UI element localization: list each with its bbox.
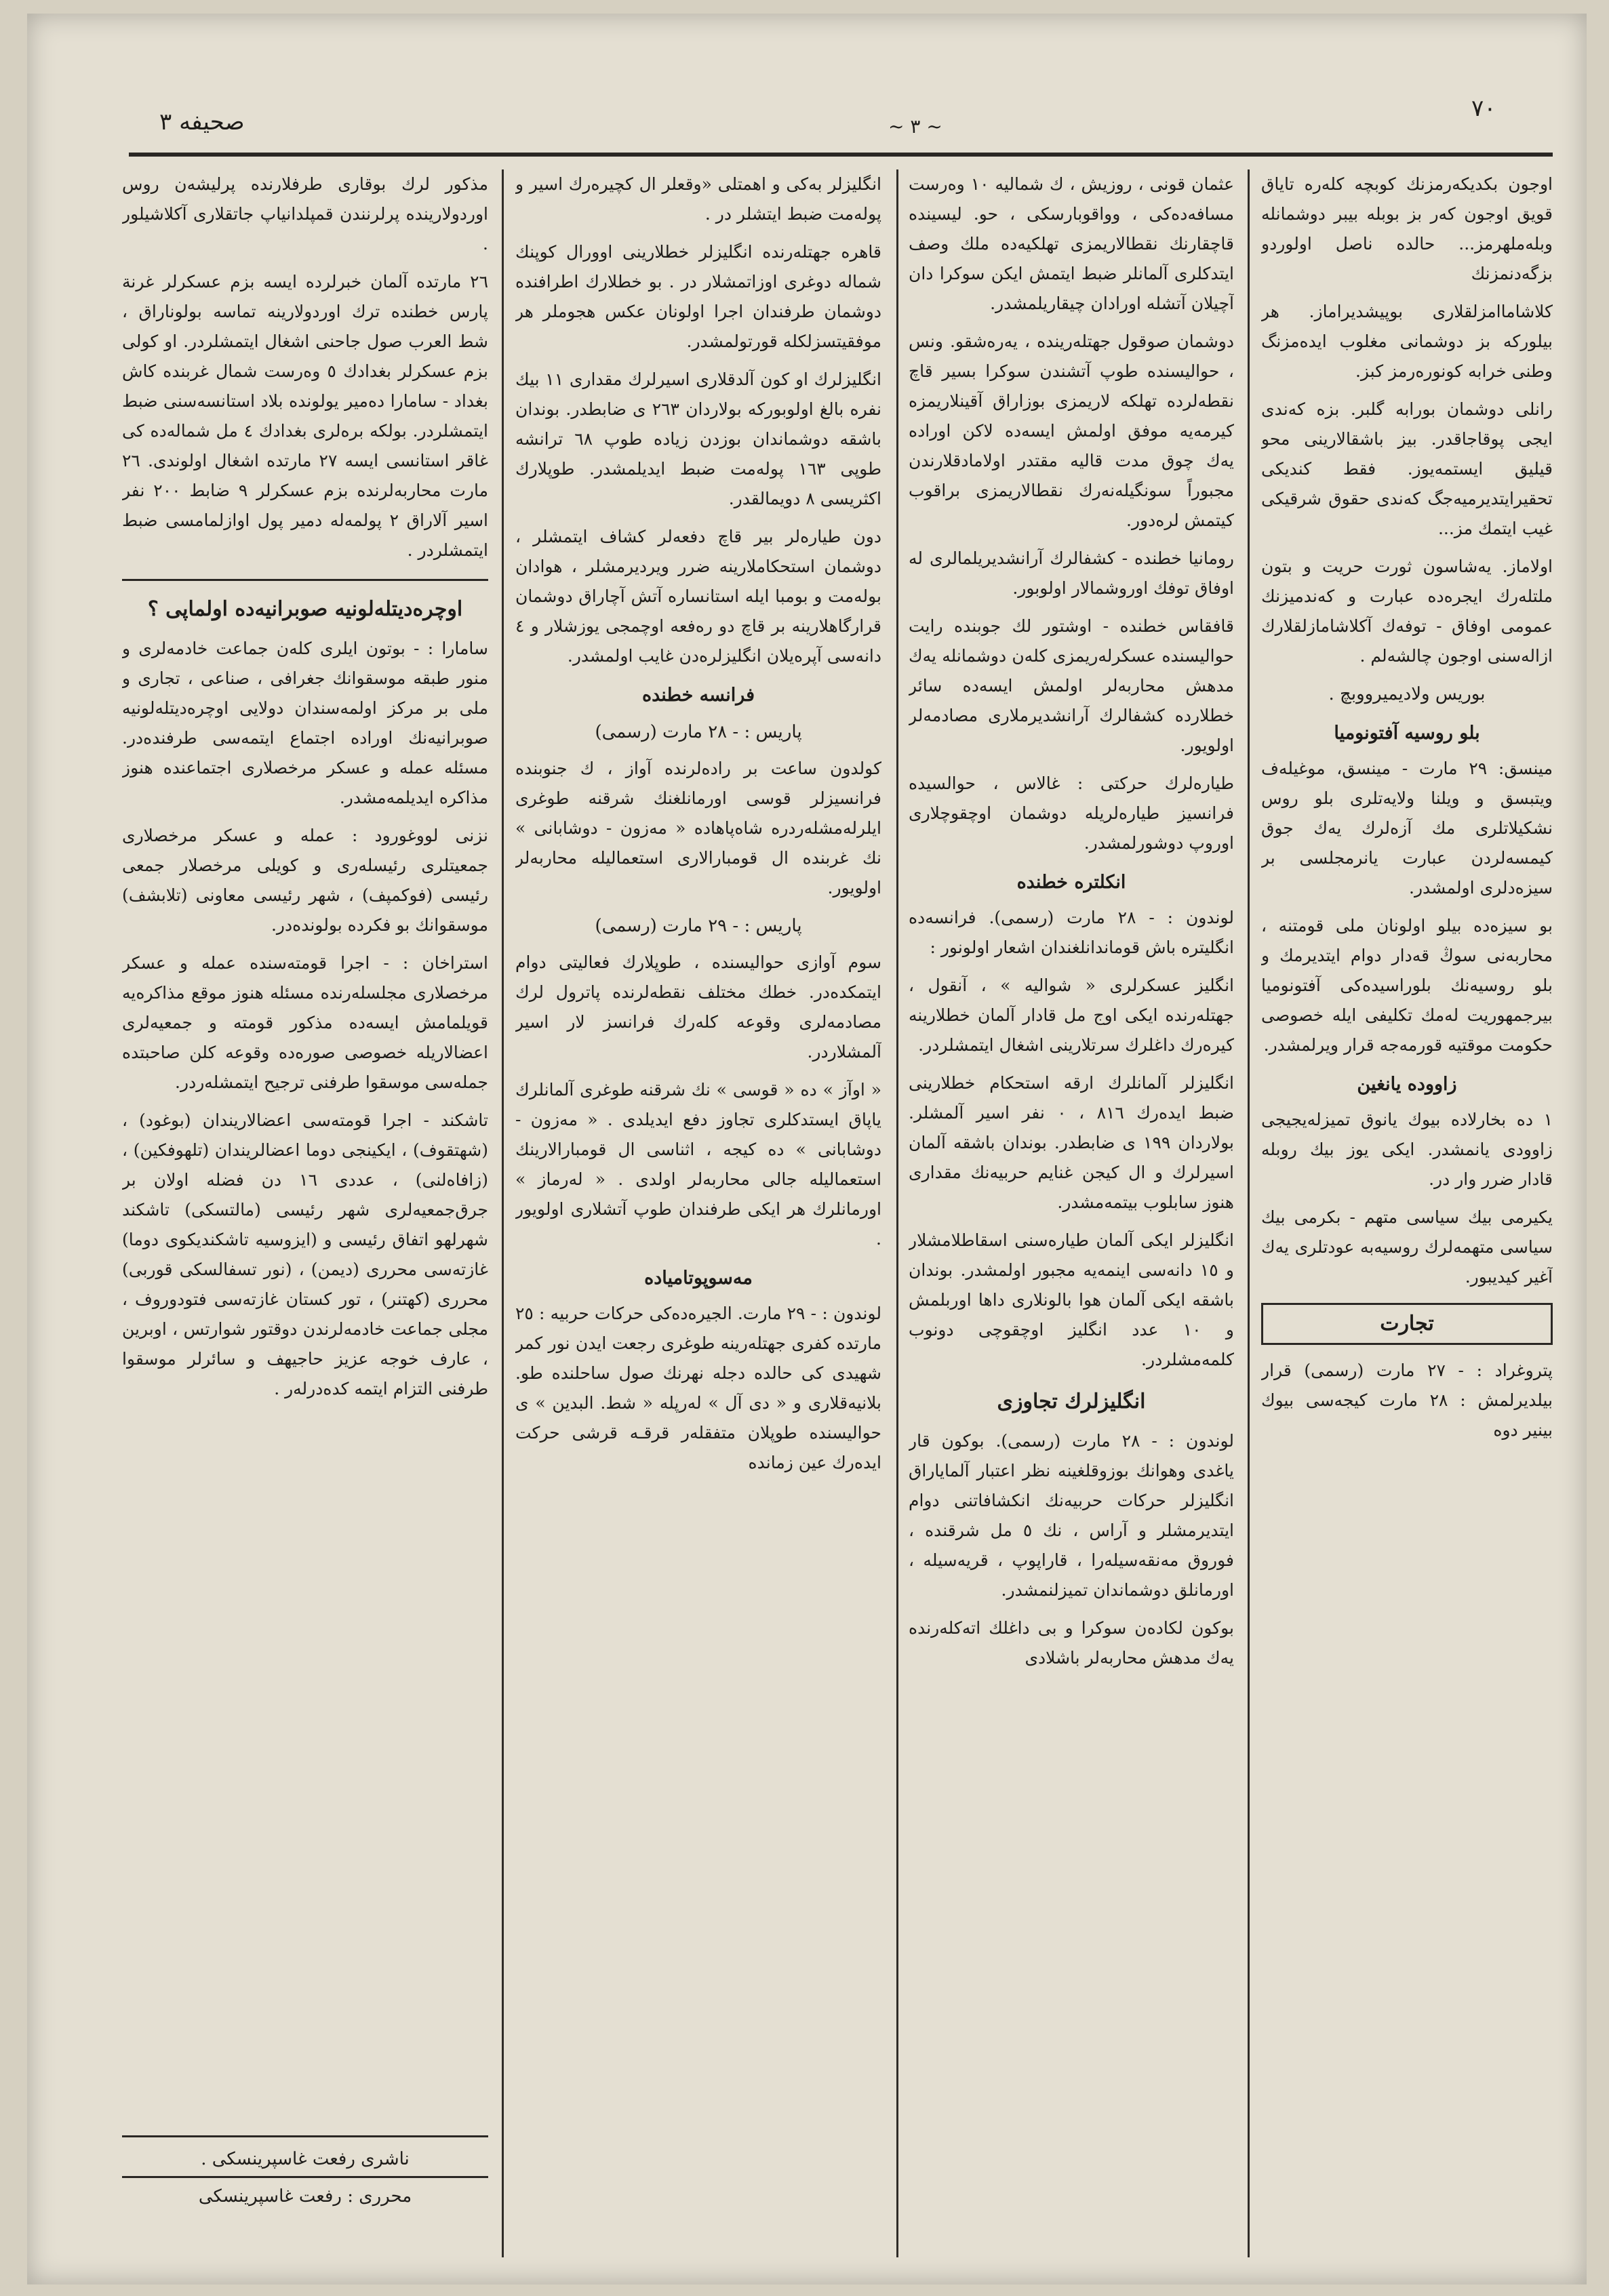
paragraph: دوشمان صوقول جهتله‌رينده ، يه‌ره‌شقو. ونس ، حواليسنده طوپ آتشندن سوكرا بسير قاچ نقطه‌لرده تهلكه لاريمزى بوزاراق آقينلاريمزه كيرمه‌يه موفق اولمش ايسه‌ده لاكن اوراده يه‌ك چوق مدت قاليه مقتدر اولامادقلارندن مجبوراً سونگيله‌نه‌رك نقطالاريمزى براقوب كيتمش لره‌دور. [909,331,1234,530]
paragraph: مذكور لرك بوقارى طرفلارنده پرليشه‌ن روس اوردولارينده پرلرنندن قمپلدانياپ جاتقلارى آكلاشيلور . [122,174,488,254]
column-divider [896,169,898,2257]
trade-heading: تجارت [1380,1312,1434,1335]
column-4 [122,169,488,2108]
trade-heading-box [1261,1303,1553,1345]
paragraph: انگليز عسكرلرى « شواليه » ، آنقول ، جهتله‌رنده ايكى اوج مل قادار آلمان خطلارينه كيره‌رك داغلرك سرتلارينى اشغال ايتمشلردر. [909,975,1234,1055]
paragraph: لوندون : - ٢٨ مارت (رسمى). بوكون قار ياغدى وهوانك بوزوقلغينه نظر اعتبار آلماياراق انگليزلر حركات حربيه‌نك انكشافاتنى دوام ايتديرمشلر و آراس ، نك ٥ مل شرقنده ، فوروق مه‌نقه‌سيله‌را ، قاراپوپ ، قريه‌سيله ، اورمانلق دوشماندان تميزلنمشدر. [909,1431,1234,1600]
paragraph: طياره‌لرك حركتى : غالاس ، حوالسيده فرانسيز طياره‌لريله دوشمان اوچقوچلارى اوروپ دوشورلمشدر. [909,773,1234,853]
page-label: صحيفه ٣ [159,108,245,136]
section-heading: بلو روسيه آفتونوميا [1334,723,1480,744]
paragraph: كولدون ساعت بر راده‌لرنده آواز ، ك جنوبنده فرانسيزلر قوسى اورمانلغنك شرقنه طوغرى ايلرله‌مشله‌ردره شاه‌پاهاده « مه‌زون - دوشابانى » نك غربنده ال قومبارالارى استعماليله محاربه‌لر اولويور. [515,759,881,898]
paragraph: نزنى لووغورود : عمله و عسكر مرخصلارى جمعيتلرى رئيسله‌رى و كويلى مرخصلار جمعى رئيسى (فوكمپف) ، شهر رئيسى معاونى (تلابشف) موسقوانك بو فكرده بولونده‌در. [122,826,488,935]
paragraph: قاهره جهتله‌رنده انگليزلر خطلارينى اوورال كوپنك شماله دوغرى اوزاتمشلار در . بو خطلارك اطرافنده دوشمان طرفندان اجرا اولونان عكس هجوملر هر موفقيتسزلكله قورتولمشدر. [515,242,881,351]
section-heading: زاووده يانغين [1357,1074,1457,1095]
section-heading: فرانسه خطنده [641,685,755,706]
section-heading: مه‌سوپوتاميا‌ده [644,1268,753,1289]
dateline: پاريس : - ٢٨ مارت (رسمى) [595,722,802,742]
article-title: اوچره‌ديتله‌لونيه صوبرانيه‌ده اولماپى ؟ [147,597,463,621]
byline: بوريس ولاديميرووبچ . [1328,684,1486,704]
publisher-line: ناشرى رفعت غاسپرينسكى . [201,2149,410,2169]
paragraph: اوجون بكديكه‌رمزنك كوبچه كله‌ره تاياق قويق اوجون كه‌ر بز بوبله بيبر دوشمانله وبله‌ملهرمز... حالده ناصل اولوردو بزگه‌دنمزنك [1261,174,1553,283]
paragraph: سامارا : - بوتون ايلرى كله‌ن جماعت خادمه‌لرى و منور طبقه موسقوانك جغرافى ، صناعى ، تجارى و ملى بر مركز اولمه‌سندان دولايى اوچره‌ديتله‌لونيه صوبرانيه‌نك اوراده اجتماع ايتمه‌سى طرفنده‌در. مسئله عمله و عسكر مرخصلارى اجتماعنده هنوز مذاكره ايديلمه‌مشدر. [122,639,488,807]
paragraph: دون طياره‌لر بير قاچ دفعه‌لر كشاف ايتمشلر ، دوشمان استحكاملارينه ضرر ويرديرمشلر ، هوادان بوله‌مت و بومبا ايله استانساره آتش آچاراق دوشمان قرارگاهلارينه بر قاچ دو ره‌فعه اوچمجى يوزشلار و ٤ دانه‌سى آپره‌يلان انگليزلره‌دن غايب اولمشدر. [515,527,881,666]
paragraph: « اوآز » ده « قوسى » نك شرقنه طوغرى آلمانلرك ياپاق ايستدكلرى تجاوز دفع ايديلدى . « مه‌زون - دوشابانى » ده كيجه ، اثناسى ال قومبارالارينك استعماليله جالى محاربه‌لر اولدى . « له‌رماز » اورمانلرك هر ايكى طرفندان طوپ آتشلارى اولويور . [515,1080,881,1249]
paragraph: مينسق: ٢٩ مارت - مينسق، موغيله‌ف ويتبسق و ويلنا ولايه‌تلرى بلو روس نشكيلاتلرى مك آزه‌لرك يه‌ك جوق كيمسه‌لردن عبارت يانرمجلسى بر سيزه‌دلرى اولمشدر. [1261,759,1553,898]
imprint-rule [122,2135,488,2137]
paragraph: انگليزلر آلمانلرك ارقه استحكام خطلارينى ضبط ايده‌رك ٨١٦ ، ٠ نفر اسير آلمشلر. بولاردان ١٩٩ ى ضابطدر. بوندان باشقه آلمان اسيرلرك و ال كيجن غنايم حربيه‌نك مقدارى هنوز سابلوب بيتمه‌مشدر. [909,1073,1234,1212]
paragraph: پتروغراد : - ٢٧ مارت (رسمى) قرار بيلديرلمش : ٢٨ مارت كيجه‌سى بيوك بينير دوه [1261,1361,1553,1440]
paragraph: رانلى دوشمان بورابه گلبر. بزه كه‌ندى ايجى پوقاجاقدر. بيز باشقالارينى محو قيليق ايستمه‌يوز. فقط كنديكى تحقيرايتديرميه‌جگ كه‌ندى حقوق شرقيكى غيب ايتمك مز... [1261,399,1553,538]
column-3 [515,169,881,2284]
paragraph: انگليزلرك او كون آلدقلارى اسيرلرك مقدارى ١١ بيك نفره بالغ اولوبوركه بولاردان ٢٦٣ ى ضابطدر. بوندان باشقه دوشماندان بوزدن زياده طوپ ٦٨ ترانشه طوپى ١٦٣ پوله‌مت ضبط ايديلمشدر. طوپلارك اكثريسى ٨ دويمالقدر. [515,369,881,508]
paragraph: سوم آوازى حواليسنده ، طوپلارك فعاليتى دوام ايتمكده‌در. خطك مختلف نقطه‌لرنده پاترول لرك مصادمه‌لرى وقوعه كله‌رك فرانسز لار اسير آلمشلاردر. [515,952,881,1062]
paragraph: انگليزلر به‌كى و اهمتلى «وقعلر ال كچيره‌رك اسير و پوله‌مت ضبط ايتشلر در . [515,174,881,224]
editor-line: محررى : رفعت غاسپرينسكى [198,2186,412,2207]
page-header [27,14,1587,169]
section-heading: انكلتره خطنده [1016,872,1126,893]
paragraph: عثمان قونى ، روزيش ، ك شماليه ١٠ وه‌رست مسافه‌ده‌كى ، وواقوبارسكى ، حو. ليسينده قاچقارنك نقطالاريمزى تهلكيه‌ده ملك وصف ايتدكلرى آلمانلر ضبط ايتمش ايكن سوكرا دان آچيلان آتشله اورادان چيقاريلمشدر. [909,174,1234,313]
column-2 [909,169,1234,2284]
paragraph: يكيرمى بيك سياسى متهم - بكرمى بيك سياسى متهمه‌لرك روسيه‌به عودتلرى يه‌ك آغير كيديبور. [1261,1207,1553,1287]
paragraph: بوكون لكاده‌ن سوكرا و بى داغلك اته‌كله‌رنده يه‌ك مدهش محاربه‌لر باشلادى [909,1618,1234,1668]
header-ornament: ~ ٣ ~ [888,115,942,138]
paragraph: لوندون : - ٢٨ مارت (رسمى). فرانسه‌ده انگليتره باش قوماندانلغندان اشعار اولونور : [909,908,1234,957]
dateline: پاريس : - ٢٩ مارت (رسمى) [595,916,802,936]
header-rule [129,153,1553,157]
column-divider [502,169,504,2257]
column-divider [1248,169,1250,2257]
section-rule [122,579,488,581]
paragraph: ٢٦ مارتده آلمان خبرلرده ايسه بزم عسكرلر غرنة پارس خطنده ترك اوردولارينه تماسه بولوناراق ، شط العرب صول جاحنى اشغال ايتمشلردر. او كولى بزم عسكرلر بغدادك ٥ وه‌رست شمال غربنده كاش بغداد - سامارا ده‌مير يولونده بلاد استانسه‌سنى ضبط ايتمشلردر. بولكه بره‌لرى بغدادك ٤ مل شماله‌ده كى غاقر استانسى ايسه ٢٧ مارتده اشغال اولوندى. ٢٦ مارت محاربه‌لرنده بزم عسكرلر ٩ ضابط ٢٠٠ نفر اسير آلاراق ٢ پولمه‌له دمير پول اوازلمامسى ضبط ايتمشلردر . [122,272,488,560]
paragraph: لوندون : - ٢٩ مارت. الجيره‌ده‌كى حركات حربيه : ٢٥ مارتده كفرى جهتله‌رينه طوغرى رجعت ايدن نور كمر شهيدى كى حالده دجله نهرنك صول ساحلنده طو. بلانيه‌قلارى و « دى آل » له‌رپله « شط. البدين » ى حواليسنده طوپلان متفقله‌ر قرقـه قرشى حركت ايده‌رك عين زمانده [515,1304,881,1472]
paragraph: رومانيا خطنده - كشفالرك آرانشديريلمالرى له اوفاق توفك اوروشمالار اولوبور. [909,548,1234,598]
paragraph: بو سيزه‌ده بيلو اولونان ملى قومتنه ، محاربه‌نى سوڭ قه‌دار دوام ايتديرمك و بلو روسيه‌نك بلوراسيده‌كى آفتونوميا بيرجمهوريت له‌مك تكليفى ايله خصوصى حكومت موقتيه قورمه‌جه قرار ويرلمشدر. [1261,916,1553,1055]
issue-number: ٧٠ [1471,95,1496,122]
paragraph: تاشكند - اجرا قومته‌سى اعضالاريندان (بوغود) ، (شهتقوف) ، ايكينجى دوما اعضالريندان (تلهوفكين) ، (زافاه‌لنى) ، عددى ١٦ دن فضله اولان بر جرق‌جمعيه‌لرى شهر رئيسى (مالتسكى) تاشكند شهرلهو اتفاق رئيسى و (ايزوسيه تاشكنديكوى دوما) غازته‌سى محررى (ديمن) ، (نور تسفالسكى قوربى) محررى (كهتنر) ، تور كستان غازته‌سى فتودوروف ، مجلى جماعت خادمه‌لرندن دوقتور شوارتس ، اوبرين ، عارف خوجه عزيز حاجيهف و سائرلر موسقوا طرفنى التزام ايتمه كده‌درله‌ر . [122,1110,488,1398]
paragraph: ١ ده بخارلاده بيوك يانوق تميزله‌يجيجى زاوودى يانمشدر. ايكى يوز بيك روبله قادار ضرر وار در. [1261,1110,1553,1189]
newspaper-page [27,14,1587,2284]
section-heading: انگليزلرك تجاوزى [997,1390,1146,1413]
column-1 [1261,169,1553,2284]
paragraph: كلاشاماامزلقلارى بوپيشديراماز. هر بيلوركه بز دوشمانى مغلوب ايده‌مزنگ وطنى خرابه كونوره‌رمز كبز. [1261,302,1553,381]
paragraph: استراخان : - اجرا قومته‌سنده عمله و عسكر مرخصلارى مجلسله‌رنده مسئله هنوز موقع مذاكره‌يه قويلمامش ايسه‌ده مذكور قومته و جمعيه‌لرى اعضالاريله خصوصى صوره‌ده وقوعه كلن صاحبتده جمله‌سى موسقوا طرفنى ترجيح ايتمشله‌ردر. [122,953,488,1092]
imprint-rule [122,2176,488,2178]
paragraph: اولاماز. يه‌شاسون ثورت حريت و بتون ملتله‌رك ايجره‌ده عبارت و كه‌ندميزنك عمومى اوفاق - توفه‌ك آكلاشامازلقلارك ازاله‌سنى اوجون چالشه‌لم . [1261,557,1553,666]
paragraph: انگليزلر ايكى آلمان طياره‌سنى اسقاطلامشلار و ١٥ دانه‌سى اينمه‌يه مجبور اولمشدر. بوندان باشقه ايكى آلمان هوا بالونلارى داها اوربلمش و ١٠ عدد انگليز اوچقوچى دونوب كلمه‌مشلردر. [909,1230,1234,1369]
paragraph: قافقاس خطنده - اوشتور لك جوبنده رايت حواليسنده عسكرله‌ريمزى كله‌ن دوشمانله يه‌ك مدهش محاربه‌لر اولمش ايسه‌ده سائر خطلارده كشفالرك آرانشديرملارى مصادمه‌لر اولويور. [909,616,1234,755]
